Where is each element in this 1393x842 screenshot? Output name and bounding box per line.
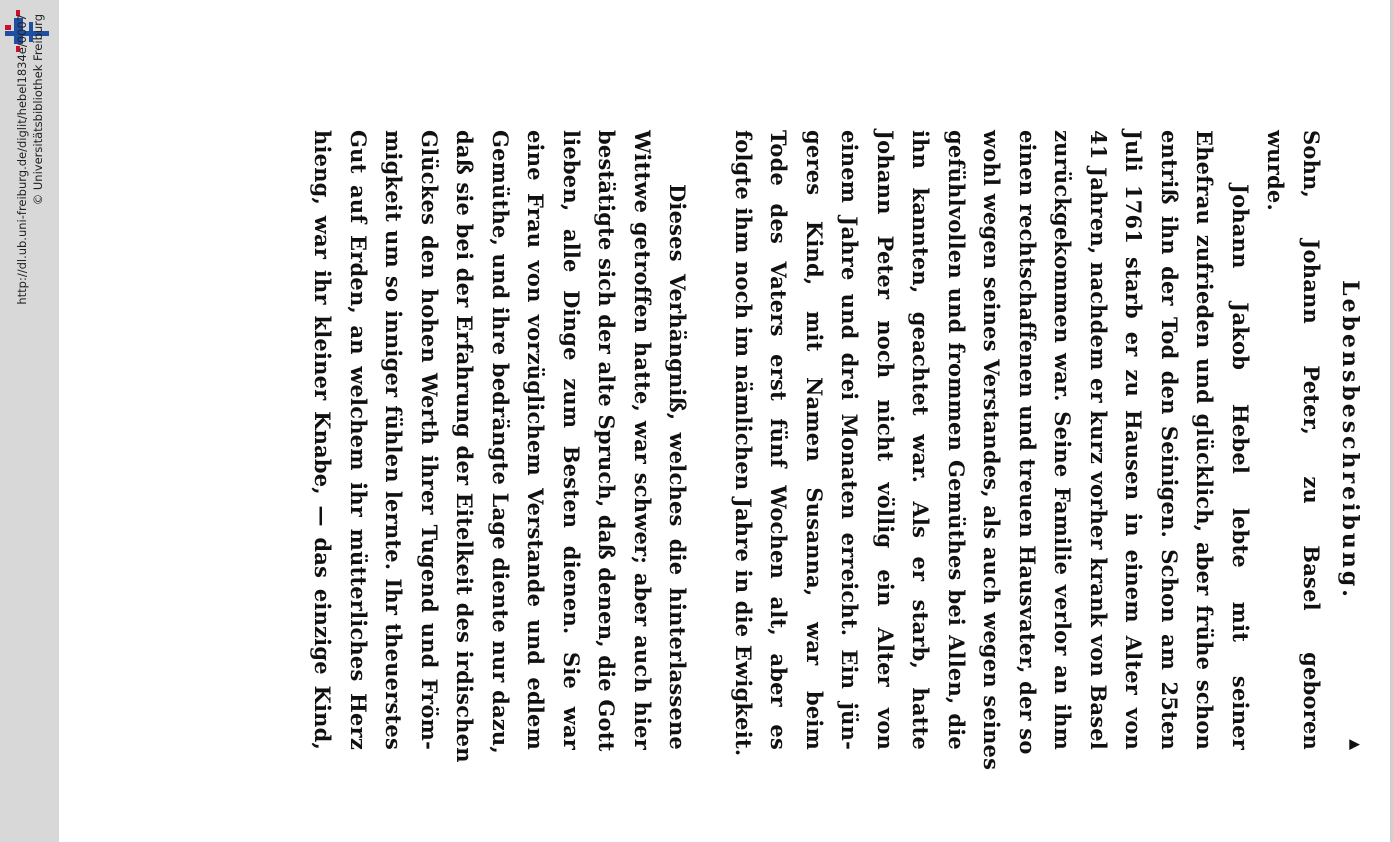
text-line: Tode des Vaters erst fünf Wochen alt, aber es <box>766 130 792 750</box>
text-line: Johann Peter noch nicht völlig ein Alter von <box>873 130 898 750</box>
text-line: Gemüthe, und ihre bedrängte Lage diente nur dazu, <box>488 130 513 754</box>
text-line: wohl wegen seines Verstandes, als auch wegen seines <box>979 130 1005 771</box>
text-line: lieben, alle Dinge zum Besten dienen. Sie war <box>559 130 584 750</box>
text-line: zurückgekommen war. Seine Familie verlor an ihm <box>1050 130 1076 750</box>
text-line: bestätigte sich der alte Spruch, daß denen, die Gott <box>594 130 620 752</box>
text-line: geres Kind, mit Namen Susanna, war beim <box>802 130 827 750</box>
text-line: 41 Jahren, nachdem er kurz vorher krank von Basel <box>1086 130 1111 750</box>
text-line: Glückes den hohen Werth ihrer Tugend und Fröm- <box>417 130 442 750</box>
text-line: wurde. <box>1263 130 1289 211</box>
text-line: hieng, war ihr kleiner Knabe, — das einzige Kind, <box>310 130 336 750</box>
sidebar-info <box>0 0 59 842</box>
text-line: Gut auf Erden, an welchem ihr mütterliches Herz <box>346 130 371 750</box>
text-line: Sohn, Johann Peter, zu Basel geboren <box>1299 130 1324 750</box>
running-head: Lebensbeschreibung. <box>1337 280 1363 600</box>
text-line: Dieses Verhängniß, welches die hinterlassene <box>665 184 691 750</box>
body-text <box>305 130 1329 771</box>
permalink-url[interactable]: http://dl.ub.uni-freiburg.de/diglit/hebel1834e/0007 <box>14 14 29 305</box>
text-line: einem Jahre und drei Monaten erreicht. Ein jün- <box>837 130 863 750</box>
text-line: Johann Jakob Hebel lebte mit seiner <box>1228 184 1253 750</box>
text-line: entriß ihn der Tod den Seinigen. Schon am 25ten <box>1157 130 1182 750</box>
text-line: Wittwe getroffen hatte, war schwer; aber auch hier <box>630 130 655 750</box>
text-line: eine Frau von vorzüglichem Verstande und edlem <box>523 130 549 750</box>
paragraph-gap <box>696 130 726 750</box>
sidebar <box>0 0 59 842</box>
scanned-page <box>59 0 1393 842</box>
text-line: gefühlvollen und frommen Gemüthes bei Allen, die <box>944 130 969 750</box>
text-line: Ehefrau zufrieden und glücklich, aber frühe schon <box>1192 130 1218 750</box>
page-content <box>279 130 1369 771</box>
text-line: migkeit um so inniger fühlen lernte. Ihr theuerstes <box>381 130 407 750</box>
copyright-notice: © Universitätsbibliothek Freiburg <box>30 14 45 206</box>
text-line: einen rechtschaffenen und treuen Hausvater, der so <box>1015 130 1040 755</box>
page-mark: ▲ <box>1347 739 1363 750</box>
text-line: folgte ihm noch im nämlichen Jahre in die Ewigkeit. <box>731 130 756 757</box>
text-line: Juli 1761 starb er zu Hausen in einem Alter von <box>1121 130 1147 750</box>
text-line: daß sie bei der Erfahrung der Eitelkeit des irdischen <box>452 130 478 763</box>
text-line: ihn kannten, geachtet war. Als er starb, hatte <box>908 130 934 750</box>
